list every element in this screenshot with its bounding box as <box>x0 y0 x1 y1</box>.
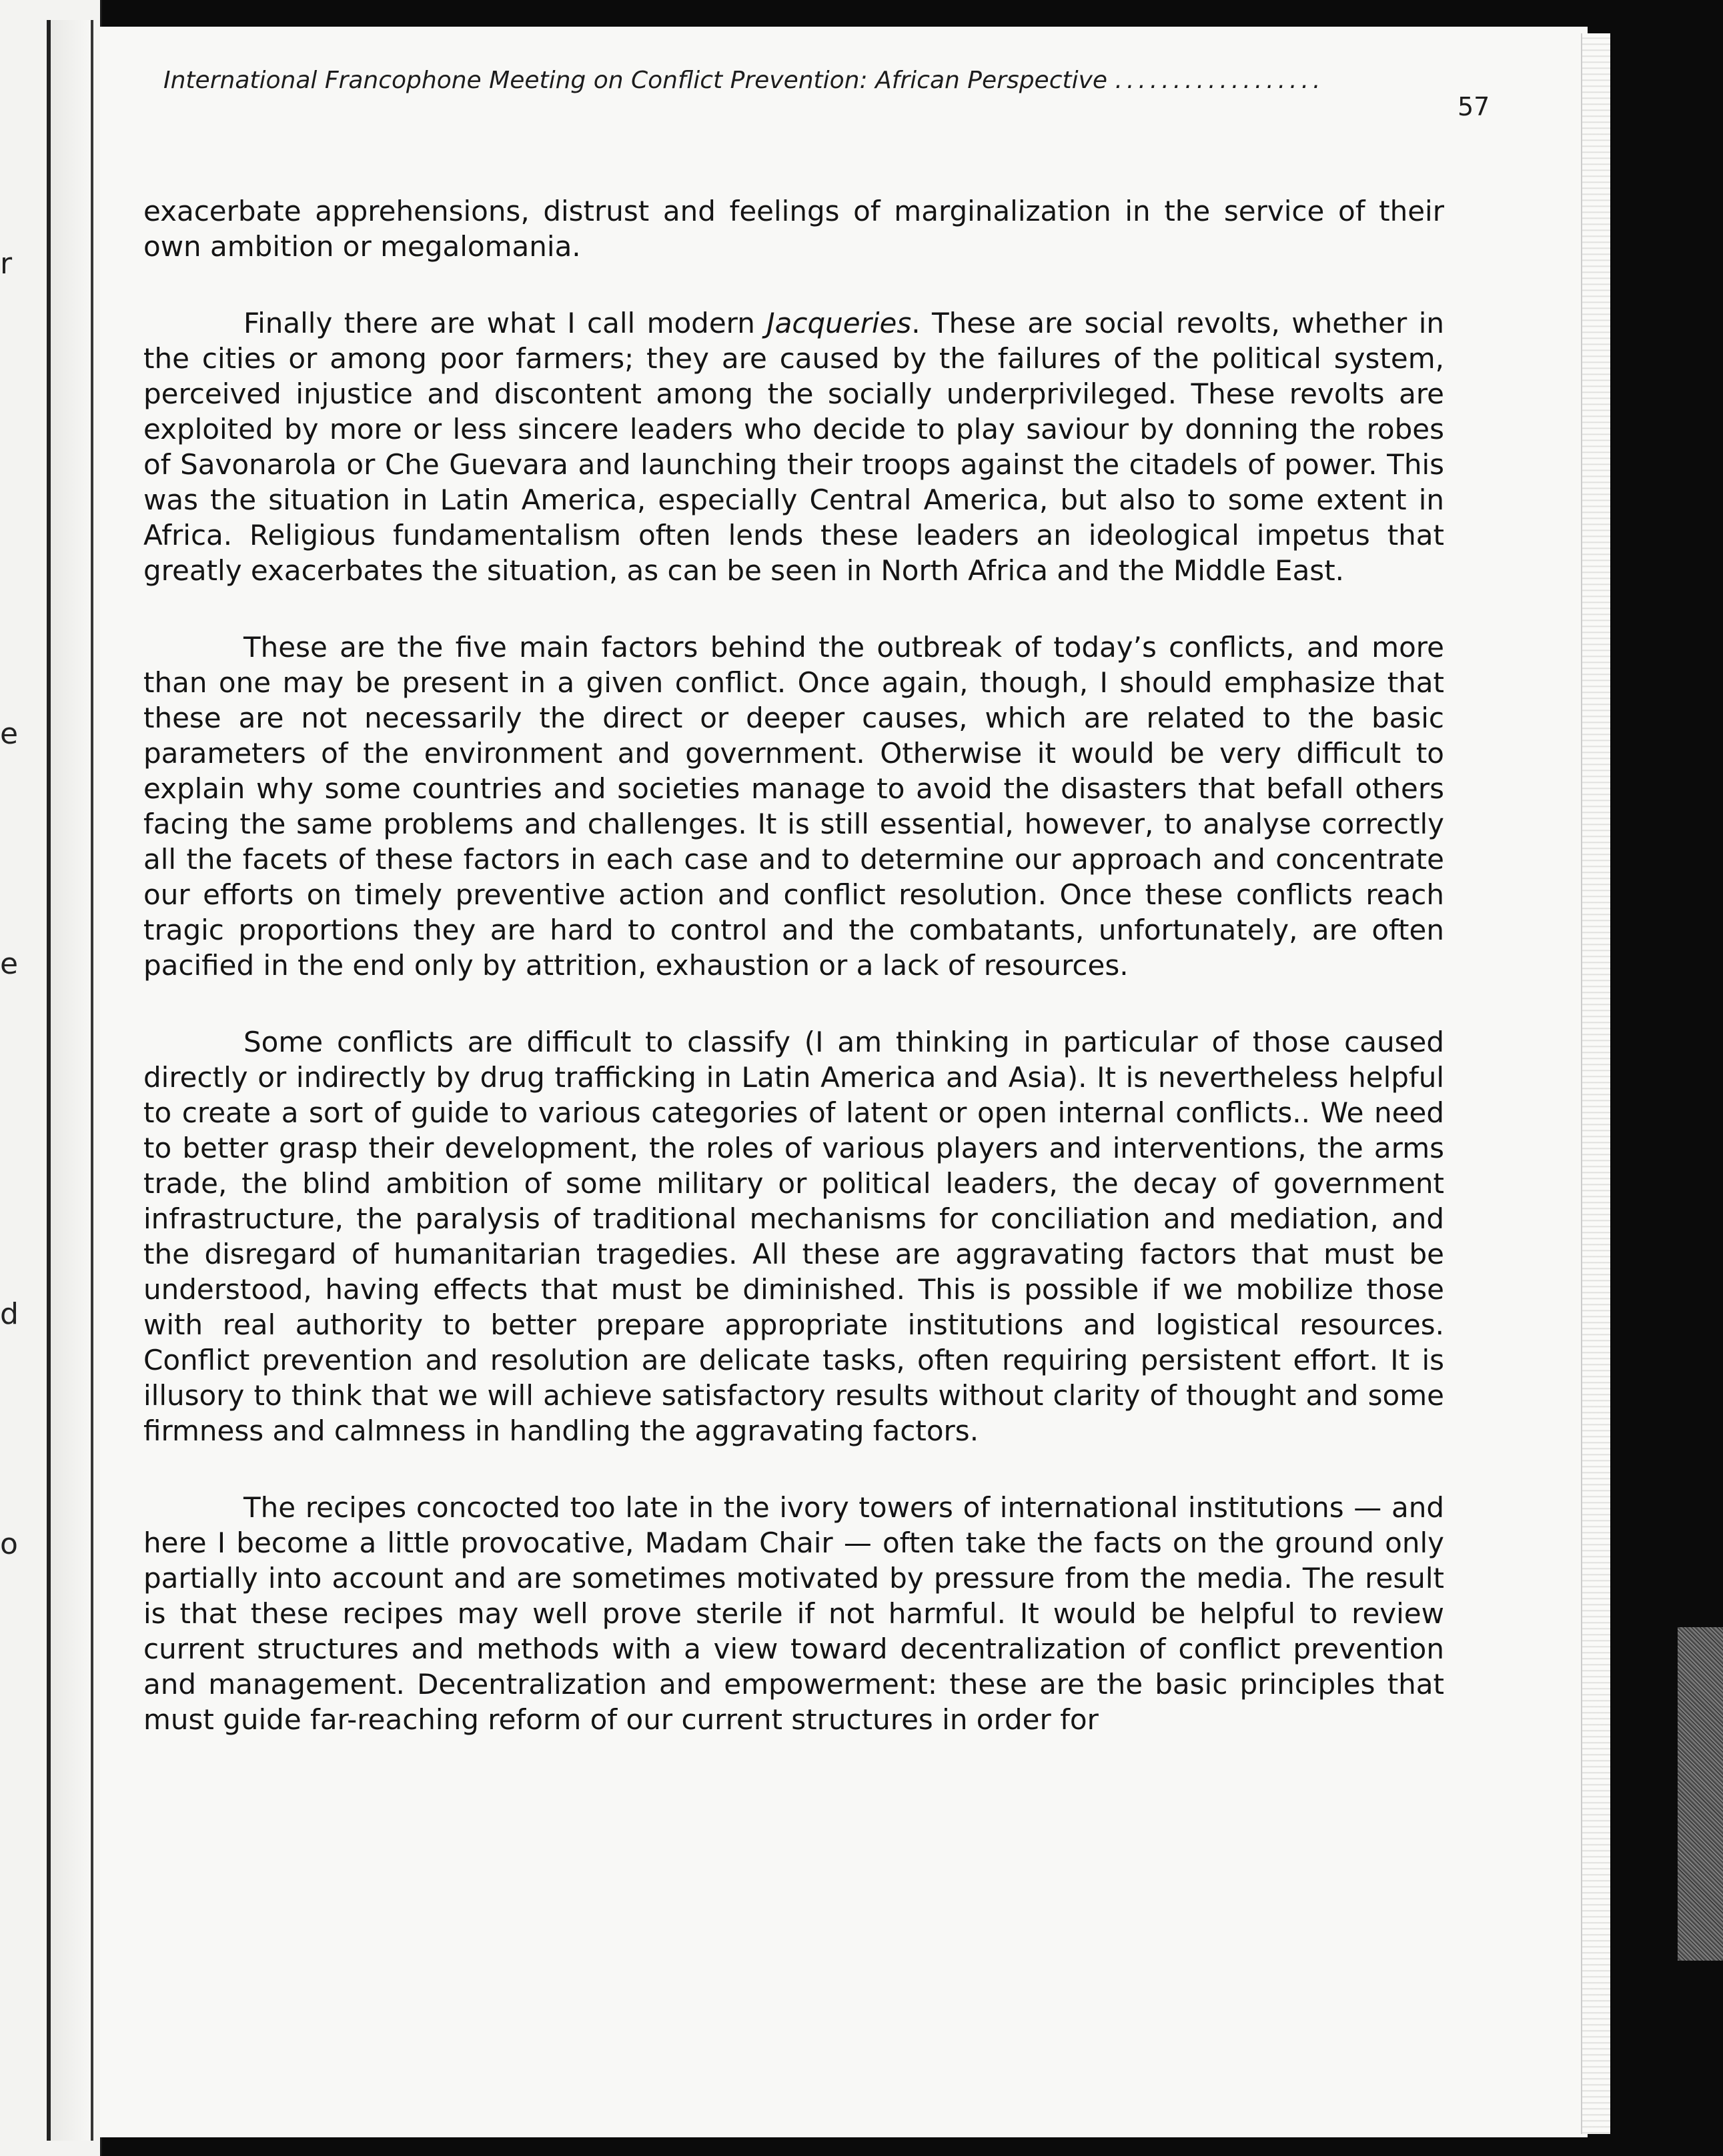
paragraph-text: . These are social revolts, whether in the cities or among poor farmers; they are caused by the failures of the political system, perceived injustice and discontent among the socially underprivileged. These revolts are exploited by more or less sincere leaders who decide to play saviour by donning the robes of Savonarola or Che Guevara and launching their troops against the citadels of power. This was the situation in Latin America, especially Central America, but also to some extent in Africa. Religious fundamentalism often lends these leaders an ideological impetus that greatly exacerbates the situation, as can be seen in North Africa and the Middle East. <box>143 307 1444 587</box>
page-number: 57 <box>1458 92 1490 121</box>
facing-page-fragment: d <box>0 1297 19 1331</box>
facing-page-fragment: o <box>0 1527 18 1561</box>
paragraph <box>143 305 1444 588</box>
running-title: International Francophone Meeting on Conflict Prevention: African Perspective <box>163 67 1108 94</box>
paragraph-text: exacerbate apprehensions, distrust and feelings of marginalization in the service of their own ambition or megalomania. <box>143 195 1444 263</box>
emphasized-term: Jacqueries <box>766 307 912 339</box>
paragraph-text: The recipes concocted too late in the ivory towers of international institutions — and here I become a little provocative, Madam Chair — often take the facts on the ground only partially into account and are sometimes motivated by pressure from the media. The result is that these recipes may well prove sterile if not harmful. It would be helpful to review current structures and methods with a view toward decentralization of conflict prevention and management. Decentralization and empowerment: these are the basic principles that must guide far-reaching reform of our current structures in order for <box>143 1491 1444 1736</box>
paragraph <box>143 1490 1444 1737</box>
paragraph <box>143 1024 1444 1448</box>
facing-page-fragment: e <box>0 947 19 981</box>
facing-page-fragment: r <box>0 247 13 281</box>
running-header <box>163 67 1498 94</box>
scan-artifact <box>1678 1627 1723 1961</box>
paragraph <box>143 630 1444 983</box>
book-binding <box>47 20 93 2141</box>
page-stack-edge <box>1581 33 1610 2134</box>
paragraph <box>143 193 1444 264</box>
paragraph-text: Some conflicts are difficult to classify (I am thinking in particular of those caused directly or indirectly by drug trafficking in Latin America and Asia). It is nevertheless helpful to create a sort of guide to various categories of latent or open internal conflicts.. We need to better grasp their development, the roles of various players and interventions, the arms trade, the blind ambition of some military or political leaders, the decay of government infrastructure, the paralysis of traditional mechanisms for conciliation and mediation, and the disregard of humanitarian tragedies. All these are aggravating factors that must be understood, having effects that must be diminished. This is possible if we mobilize those with real authority to better prepare appropriate institutions and logistical resources. Conflict prevention and resolution are delicate tasks, often requiring persistent effort. It is illusory to think that we will achieve satisfactory results without clarity of thought and some firmness and calmness in handling the aggravating factors. <box>143 1026 1444 1447</box>
leader-dots: .................. <box>1115 67 1325 94</box>
paragraph-lead: Finally there are what I call modern <box>243 307 767 339</box>
paragraph-text: These are the five main factors behind the outbreak of today’s conflicts, and more than one may be present in a given conflict. Once again, though, I should emphasize that these are not necessarily the direct or deeper causes, which are related to the basic parameters of the environment and government. Otherwise it would be very difficult to explain why some countries and societies manage to avoid the disasters that befall others facing the same problems and challenges. It is still essential, however, to analyse correctly all the facets of these factors in each case and to determine our approach and concentrate our efforts on timely preventive action and conflict resolution. Once these conflicts reach tragic proportions they are hard to control and the combatants, unfortunately, are often pacified in the end only by attrition, exhaustion or a lack of resources. <box>143 631 1444 982</box>
body-text <box>143 193 1444 1779</box>
facing-page-fragment: e <box>0 717 19 751</box>
